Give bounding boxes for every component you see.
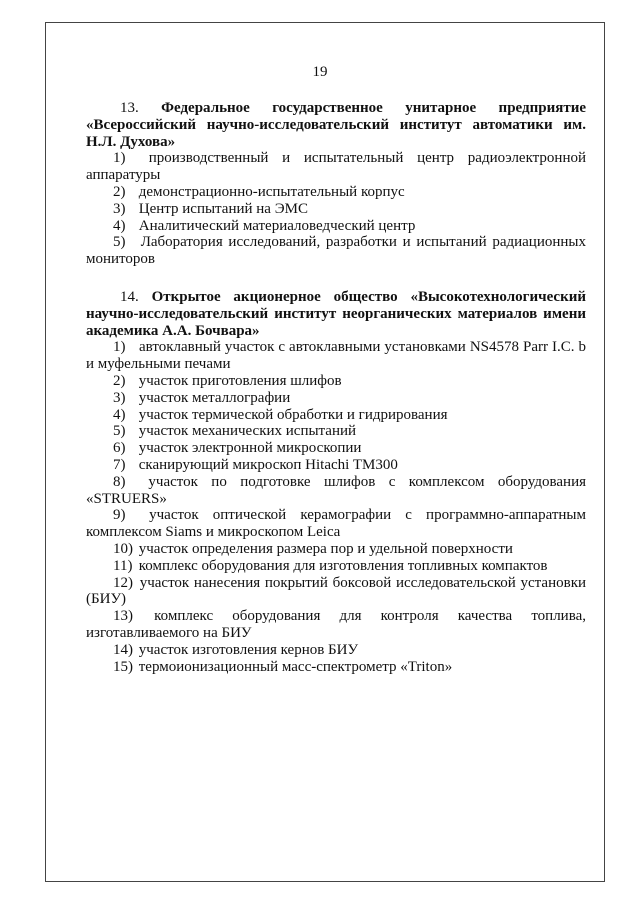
list-item <box>86 407 586 424</box>
section-title: Федеральное государственное унитарное предприятие «Всероссийский научно-исследовательский институт автоматики им. Н.Л. Духова» <box>86 100 586 150</box>
list-item <box>86 373 586 390</box>
item-number: 5) <box>113 423 126 440</box>
item-number: 11) <box>113 557 133 574</box>
list-item <box>86 642 586 659</box>
item-text: участок нанесения покрытий боксовой исследовательской установки (БИУ) <box>86 574 587 608</box>
list-item <box>86 184 586 201</box>
section-number: 13. <box>120 100 139 116</box>
section-spacer <box>86 268 586 289</box>
section-title: Открытое акционерное общество «Высокотехнологический научно-исследовательский институт неорганических материалов имени академика А.А. Бочвара» <box>86 288 586 339</box>
item-text: участок изготовления кернов БИУ <box>138 641 359 658</box>
item-text: участок термической обработки и гидрирования <box>138 406 448 423</box>
list-item <box>86 507 586 541</box>
list-item <box>86 390 586 407</box>
item-text: производственный и испытательный центр радиоэлектронной аппаратуры <box>86 150 587 184</box>
item-number: 12) <box>113 574 133 591</box>
item-number: 1) <box>113 150 126 167</box>
list-item <box>86 150 586 184</box>
section-14-heading <box>86 289 586 339</box>
item-text: демонстрационно-испытательный корпус <box>138 183 405 200</box>
list-item <box>86 218 586 235</box>
item-number: 15) <box>113 658 133 675</box>
item-text: комплекс оборудования для изготовления топливных компактов <box>138 557 548 574</box>
list-item <box>86 659 586 676</box>
list-item <box>86 201 586 218</box>
item-text: участок приготовления шлифов <box>138 372 342 389</box>
item-text: комплекс оборудования для контроля качества топлива, изготавливаемого на БИУ <box>86 608 587 641</box>
item-number: 2) <box>113 183 126 200</box>
item-number: 4) <box>113 406 126 423</box>
item-text: Аналитический материаловедческий центр <box>138 217 416 234</box>
item-text: автоклавный участок с автоклавными установками NS4578 Parr I.C. b и муфельными печами <box>86 339 587 373</box>
item-text: участок электронной микроскопии <box>138 440 362 457</box>
item-number: 10) <box>113 540 133 557</box>
item-text: Лаборатория исследований, разработки и испытаний радиационных мониторов <box>86 234 586 268</box>
list-item <box>86 457 586 474</box>
item-number: 6) <box>113 440 126 457</box>
item-text: участок определения размера пор и удельной поверхности <box>138 540 513 557</box>
item-number: 3) <box>113 200 126 217</box>
item-text: Центр испытаний на ЭМС <box>138 200 308 217</box>
item-number: 2) <box>113 372 126 389</box>
list-item <box>86 423 586 440</box>
page-number: 19 <box>312 64 328 80</box>
item-text: участок металлографии <box>138 389 291 406</box>
item-number: 13) <box>113 608 133 625</box>
list-item <box>86 575 586 609</box>
document-body <box>86 100 586 675</box>
list-item <box>86 234 586 268</box>
item-number: 1) <box>113 339 126 356</box>
list-item <box>86 558 586 575</box>
list-item <box>86 339 586 373</box>
item-number: 4) <box>113 217 126 234</box>
item-number: 14) <box>113 641 133 658</box>
item-number: 8) <box>113 473 126 490</box>
section-13-heading <box>86 100 586 150</box>
item-text: участок механических испытаний <box>138 423 357 440</box>
list-item <box>86 440 586 457</box>
item-text: сканирующий микроскоп Hitachi TM300 <box>138 456 398 473</box>
item-number: 5) <box>113 234 126 251</box>
item-number: 9) <box>113 507 126 524</box>
section-number: 14. <box>120 288 139 305</box>
item-text: участок оптической керамографии с программно-аппаратным комплексом Siams и микроскопом Leica <box>86 507 586 541</box>
item-text: участок по подготовке шлифов с комплексом оборудования «STRUERS» <box>86 473 586 507</box>
item-number: 7) <box>113 456 126 473</box>
list-item <box>86 474 586 508</box>
list-item <box>86 541 586 558</box>
item-number: 3) <box>113 389 126 406</box>
list-item <box>86 608 586 642</box>
item-text: термоионизационный масс-спектрометр «Triton» <box>138 658 453 675</box>
